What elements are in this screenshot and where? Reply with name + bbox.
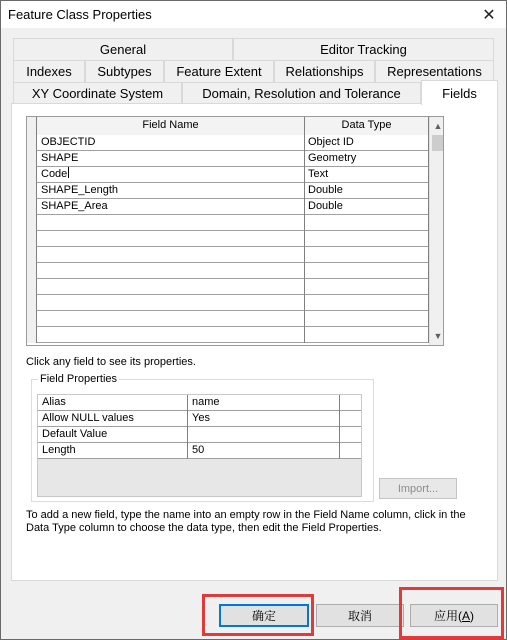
field-name-cell[interactable]: [37, 279, 305, 295]
apply-accelerator: A: [461, 608, 470, 623]
row-selector[interactable]: [27, 231, 37, 247]
field-name-cell[interactable]: [37, 215, 305, 231]
property-row[interactable]: [38, 395, 361, 411]
row-selector[interactable]: [27, 263, 37, 279]
data-type-cell[interactable]: Double: [305, 183, 429, 199]
apply-label-prefix: 应用(: [433, 609, 462, 623]
tab-subtypes[interactable]: Subtypes: [85, 60, 164, 82]
data-type-cell[interactable]: Text: [305, 167, 429, 183]
table-row[interactable]: [27, 135, 429, 151]
table-row[interactable]: [27, 167, 429, 183]
data-type-cell[interactable]: [305, 263, 429, 279]
table-row[interactable]: [27, 215, 429, 231]
field-name-cell[interactable]: [37, 263, 305, 279]
table-row[interactable]: [27, 279, 429, 295]
data-type-cell[interactable]: Object ID: [305, 135, 429, 151]
data-type-cell[interactable]: [305, 279, 429, 295]
property-row[interactable]: [38, 427, 361, 443]
tab-general[interactable]: General: [13, 38, 233, 60]
data-type-cell[interactable]: Geometry: [305, 151, 429, 167]
field-name-cell[interactable]: [37, 247, 305, 263]
row-selector[interactable]: [27, 327, 37, 343]
row-selector[interactable]: [27, 279, 37, 295]
property-extra-cell: [340, 411, 361, 427]
row-selector[interactable]: [27, 311, 37, 327]
fields-panel: [11, 103, 498, 581]
row-selector[interactable]: [27, 215, 37, 231]
table-row[interactable]: [27, 231, 429, 247]
property-value[interactable]: [188, 427, 340, 443]
data-type-cell[interactable]: [305, 247, 429, 263]
grid-hint: Click any field to see its properties.: [26, 356, 196, 368]
scroll-up-icon[interactable]: ▲: [433, 121, 443, 131]
column-header-data-type[interactable]: Data Type: [305, 117, 429, 135]
column-header-field-name[interactable]: Field Name: [37, 117, 305, 135]
property-value[interactable]: name: [188, 395, 340, 411]
text-caret: [68, 167, 69, 178]
field-name-text: Code: [41, 168, 68, 180]
field-name-cell[interactable]: [37, 231, 305, 247]
field-properties-grid[interactable]: [37, 394, 362, 497]
data-type-cell[interactable]: [305, 215, 429, 231]
tab-relationships[interactable]: Relationships: [274, 60, 375, 82]
property-key: Allow NULL values: [38, 411, 188, 427]
tab-fields[interactable]: Fields: [421, 80, 498, 105]
row-selector[interactable]: [27, 135, 37, 151]
table-row[interactable]: [27, 295, 429, 311]
field-name-cell[interactable]: [37, 295, 305, 311]
import-button[interactable]: Import...: [379, 478, 457, 499]
table-row[interactable]: [27, 263, 429, 279]
field-properties-label: Field Properties: [40, 373, 118, 385]
data-type-cell[interactable]: [305, 327, 429, 343]
property-key: Alias: [38, 395, 188, 411]
data-type-cell[interactable]: [305, 231, 429, 247]
property-row[interactable]: [38, 411, 361, 427]
tab-xy-coordinate-system[interactable]: XY Coordinate System: [13, 82, 182, 104]
table-row[interactable]: [27, 199, 429, 215]
close-icon[interactable]: ✕: [482, 6, 496, 24]
property-key: Default Value: [38, 427, 188, 443]
field-properties-group: [31, 373, 374, 502]
property-row[interactable]: [38, 443, 361, 459]
data-type-cell[interactable]: [305, 311, 429, 327]
row-selector[interactable]: [27, 183, 37, 199]
scroll-down-icon[interactable]: ▼: [433, 331, 443, 341]
data-type-cell[interactable]: [305, 295, 429, 311]
tab-indexes[interactable]: Indexes: [13, 60, 85, 82]
property-value[interactable]: 50: [188, 443, 340, 459]
ok-button[interactable]: 确定: [219, 604, 309, 627]
row-selector: [27, 117, 37, 135]
row-selector[interactable]: [27, 151, 37, 167]
table-row[interactable]: [27, 327, 429, 343]
field-name-cell[interactable]: SHAPE_Length: [37, 183, 305, 199]
data-type-cell[interactable]: Double: [305, 199, 429, 215]
tab-feature-extent[interactable]: Feature Extent: [164, 60, 274, 82]
row-selector[interactable]: [27, 199, 37, 215]
tab-editor-tracking[interactable]: Editor Tracking: [233, 38, 494, 60]
vertical-scrollbar[interactable]: [429, 117, 444, 345]
scrollbar-thumb[interactable]: [432, 135, 444, 151]
row-selector[interactable]: [27, 247, 37, 263]
field-name-cell[interactable]: [37, 311, 305, 327]
field-name-cell[interactable]: [37, 327, 305, 343]
property-extra-cell: [340, 427, 361, 443]
title-bar: [0, 0, 507, 28]
grid-header: [27, 117, 429, 135]
table-row[interactable]: [27, 311, 429, 327]
help-text: To add a new field, type the name into an empty row in the Field Name column, click in the Data Type column to choose the data type, then edit the Field Properties.: [26, 509, 466, 534]
property-extra-cell: [340, 395, 361, 411]
field-name-cell[interactable]: SHAPE_Area: [37, 199, 305, 215]
table-row[interactable]: [27, 183, 429, 199]
fields-grid[interactable]: [26, 116, 444, 346]
field-name-cell[interactable]: SHAPE: [37, 151, 305, 167]
dialog-body: [0, 28, 507, 640]
tab-representations[interactable]: Representations: [375, 60, 494, 82]
property-extra-cell: [340, 443, 361, 459]
apply-button[interactable]: [410, 604, 498, 627]
apply-label-suffix: ): [470, 608, 474, 623]
cancel-button[interactable]: 取消: [316, 604, 404, 627]
window-title: Feature Class Properties: [8, 7, 152, 22]
property-value[interactable]: Yes: [188, 411, 340, 427]
field-name-cell[interactable]: OBJECTID: [37, 135, 305, 151]
row-selector[interactable]: [27, 295, 37, 311]
field-name-cell-editing[interactable]: [37, 167, 305, 183]
row-selector[interactable]: [27, 167, 37, 183]
table-row[interactable]: [27, 151, 429, 167]
table-row[interactable]: [27, 247, 429, 263]
property-key: Length: [38, 443, 188, 459]
tab-domain-resolution-tolerance[interactable]: Domain, Resolution and Tolerance: [182, 82, 421, 104]
